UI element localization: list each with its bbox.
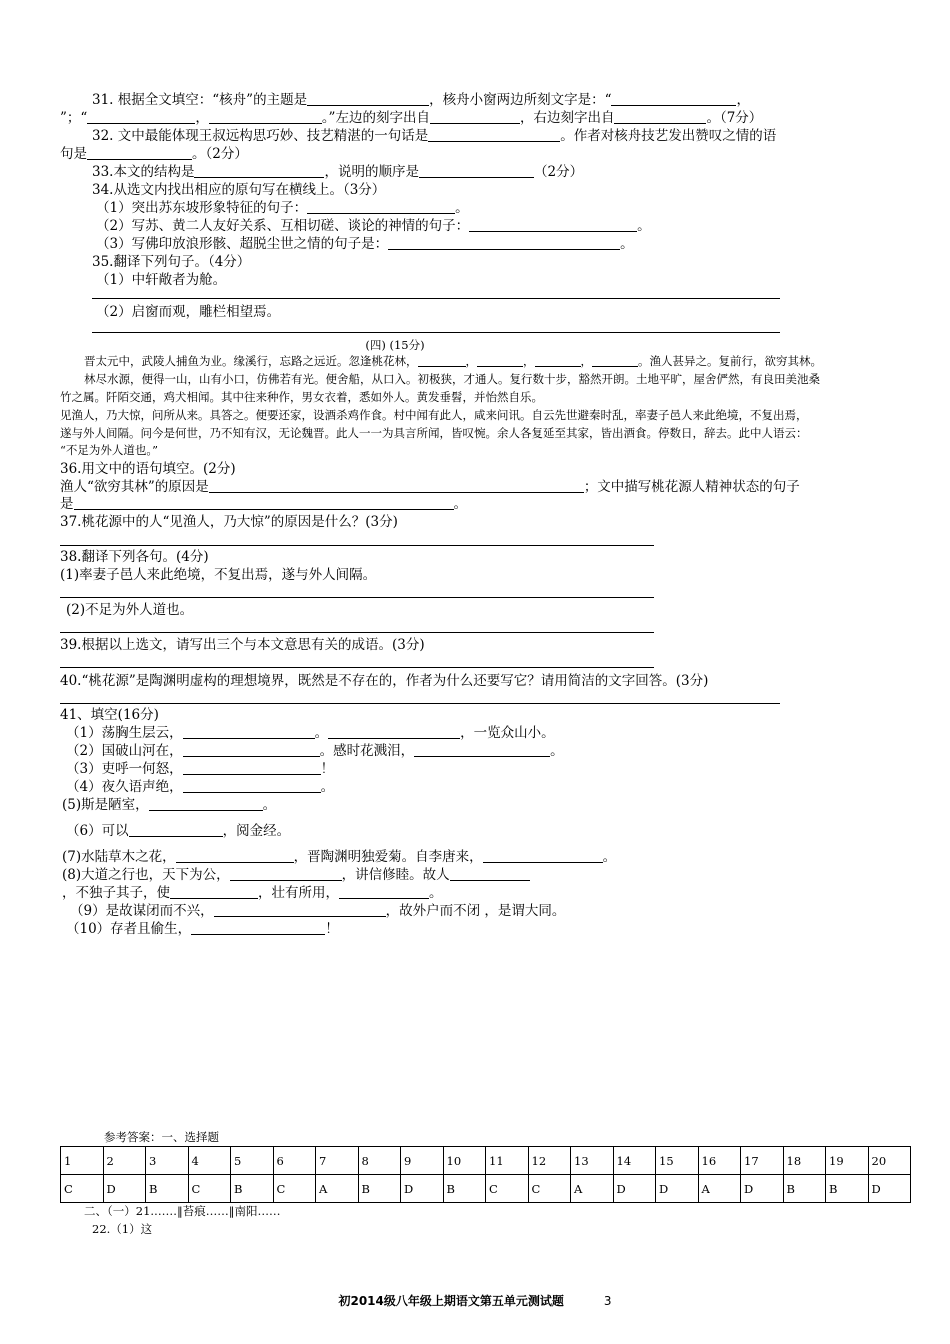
passage-line-1: 晋太元中，武陵人捕鱼为业。缘溪行，忘路之远近。忽逢桃花林， ， ， ， 。渔人甚异之。复前行，欲穷其林。 [84, 354, 822, 368]
blank[interactable] [176, 849, 294, 863]
question-36-title: 36.用文中的语句填空。(2分) [60, 461, 236, 477]
question-34-item-1: （1）突出苏东坡形象特征的句子： 。 [96, 200, 469, 216]
answer-key-letter-cell: C [61, 1175, 104, 1203]
blank[interactable] [183, 743, 320, 757]
blank[interactable] [414, 743, 550, 757]
question-32-line-1: 32. 文中最能体现王叔远构思巧妙、技艺精湛的一句话是 。作者对核舟技艺发出赞叹之情的语 [92, 128, 777, 144]
question-34-item-2: （2）写苏、黄二人友好关系、互相切磋、谈论的神情的句子： 。 [96, 218, 651, 234]
blank[interactable] [483, 849, 603, 863]
answer-key-number-cell: 10 [443, 1147, 486, 1175]
blank[interactable] [74, 496, 454, 510]
blank[interactable] [149, 797, 263, 811]
answer-key-number-cell: 16 [698, 1147, 741, 1175]
answer-key-number-cell: 9 [401, 1147, 444, 1175]
blank[interactable] [183, 761, 321, 775]
answer-key-number-cell: 3 [146, 1147, 189, 1175]
answer-key-letter-cell: A [698, 1175, 741, 1203]
passage-line-3: 竹之属。阡陌交通，鸡犬相闻。其中往来种作，男女衣着，悉如外人。黄发垂髫，并怡然自乐。 [60, 390, 543, 404]
answer-line[interactable] [60, 667, 654, 668]
answer-key-number-cell: 12 [528, 1147, 571, 1175]
question-38-item-2: (2)不足为外人道也。 [66, 602, 194, 618]
question-32-line-2: 句是 。（2分） [60, 146, 248, 162]
answer-key-letter-cell: B [443, 1175, 486, 1203]
answer-key-letter-row [61, 1175, 911, 1203]
question-40: 40.“桃花源”是陶渊明虚构的理想境界，既然是不存在的，作者为什么还要写它？请用简洁的文字回答。(3分) [60, 673, 709, 689]
answer-key-number-cell: 18 [783, 1147, 826, 1175]
page-number: 3 [603, 1294, 612, 1308]
blank[interactable] [450, 867, 530, 881]
blank[interactable] [419, 164, 534, 178]
answer-key-number-cell: 6 [273, 1147, 316, 1175]
answer-line[interactable] [60, 545, 654, 546]
blank[interactable] [183, 779, 321, 793]
answer-key-letter-cell: D [868, 1175, 911, 1203]
answer-key-section-2: 二、（一）21.……‖苔痕……‖南阳…… [84, 1204, 281, 1218]
question-37: 37.桃花源中的人“见渔人，乃大惊”的原因是什么？(3分) [60, 514, 398, 530]
question-41-item-9: （9）是故谋闭而不兴， ，故外户而不闭 ，是谓大同。 [70, 903, 566, 919]
answer-key-letter-cell: C [486, 1175, 529, 1203]
answer-key-number-cell: 8 [358, 1147, 401, 1175]
blank[interactable] [328, 725, 460, 739]
answer-key-letter-cell: C [188, 1175, 231, 1203]
blank[interactable] [87, 110, 195, 124]
page-footer [0, 1292, 950, 1309]
answer-key-q22: 22.（1）这 [92, 1222, 153, 1236]
blank[interactable] [614, 110, 706, 124]
blank[interactable] [170, 885, 258, 899]
blank[interactable] [388, 236, 620, 250]
blank[interactable] [129, 823, 223, 837]
question-41-item-4: （4）夜久语声绝， 。 [66, 779, 335, 795]
answer-key-number-cell: 7 [316, 1147, 359, 1175]
answer-key-number-cell: 19 [826, 1147, 869, 1175]
passage-line-6: “不足为外人道也。” [60, 443, 159, 457]
blank[interactable] [430, 110, 520, 124]
blank[interactable] [307, 92, 429, 106]
question-41-title: 41、填空(16分) [60, 707, 159, 723]
question-38-item-1: (1)率妻子邑人来此绝境，不复出焉，遂与外人间隔。 [60, 567, 377, 583]
answer-key-letter-cell: A [571, 1175, 614, 1203]
answer-key-number-cell: 4 [188, 1147, 231, 1175]
answer-key-letter-cell: B [358, 1175, 401, 1203]
question-41-item-3: （3）吏呼一何怒， ！ [66, 761, 335, 777]
blank[interactable] [535, 355, 581, 367]
blank[interactable] [194, 164, 324, 178]
answer-line[interactable] [60, 597, 654, 598]
answer-key-number-cell: 11 [486, 1147, 529, 1175]
question-41-item-8-line-1: (8)大道之行也，天下为公， ，讲信修睦。故人 [62, 866, 530, 884]
footer-title: 初2014级八年级上期语文第五单元测试题 [338, 1294, 564, 1308]
answer-key-number-cell: 17 [741, 1147, 784, 1175]
question-34-item-3: （3）写佛印放浪形骸、超脱尘世之情的句子是： 。 [96, 236, 634, 252]
answer-line[interactable] [92, 332, 780, 333]
answer-key-letter-cell: A [316, 1175, 359, 1203]
question-41-item-6: （6）可以 ，阅金经。 [66, 823, 291, 839]
section-4-heading: (四) (15分) [365, 338, 425, 352]
question-41-item-1: （1）荡胸生层云， 。 ，一览众山小。 [66, 725, 555, 741]
answer-key-letter-cell: D [656, 1175, 699, 1203]
answer-key-table [60, 1146, 911, 1203]
question-36-line-2: 是 。 [60, 496, 467, 512]
answer-key-letter-cell: B [826, 1175, 869, 1203]
answer-key-letter-cell: C [528, 1175, 571, 1203]
answer-key-number-cell: 13 [571, 1147, 614, 1175]
question-41-item-10: （10）存者且偷生， ！ [66, 921, 339, 937]
blank[interactable] [469, 218, 637, 232]
answer-line[interactable] [92, 298, 780, 299]
answer-key-number-cell: 2 [103, 1147, 146, 1175]
blank[interactable] [477, 355, 523, 367]
question-38-title: 38.翻译下列各句。(4分) [60, 549, 209, 565]
question-35-item-2: （2）启窗而观，雕栏相望焉。 [96, 304, 281, 320]
answer-line[interactable] [60, 703, 780, 704]
answer-key-letter-cell: D [401, 1175, 444, 1203]
answer-key-letter-cell: D [613, 1175, 656, 1203]
answer-key-number-cell: 20 [868, 1147, 911, 1175]
question-41-item-5: (5)斯是陋室， 。 [62, 797, 277, 813]
answer-line[interactable] [60, 632, 654, 633]
blank[interactable] [592, 355, 638, 367]
blank[interactable] [339, 885, 429, 899]
question-41-item-2: （2）国破山河在， 。感时花溅泪， 。 [66, 743, 564, 759]
question-41-item-8-line-2: ，不独子其子，使 ，壮有所用， 。 [62, 885, 443, 901]
blank[interactable] [87, 146, 192, 160]
answer-key-letter-cell: D [103, 1175, 146, 1203]
answer-key-letter-cell: B [146, 1175, 189, 1203]
passage-line-2: 林尽水源，便得一山，山有小口，仿佛若有光。便舍船，从口入。初极狭，才通人。复行数十步，豁然开朗。土地平旷，屋舍俨然，有良田美池桑 [84, 372, 820, 386]
blank[interactable] [307, 200, 455, 214]
answer-key-letter-cell: B [783, 1175, 826, 1203]
blank[interactable] [214, 903, 386, 917]
question-35-title: 35.翻译下列句子。（4分） [92, 254, 251, 270]
blank[interactable] [428, 128, 560, 142]
answer-key-letter-cell: C [273, 1175, 316, 1203]
passage-line-5: 遂与外人间隔。问今是何世，乃不知有汉，无论魏晋。此人一一为具言所闻，皆叹惋。余人各复延至其家，皆出酒食。停数日，辞去。此中人语云： [60, 426, 808, 440]
answer-key-number-cell: 15 [656, 1147, 699, 1175]
blank[interactable] [230, 867, 342, 881]
answer-key-label: 参考答案：一、选择题 [104, 1130, 219, 1144]
question-33: 33.本文的结构是 ，说明的顺序是 （2分） [92, 164, 584, 180]
question-31-line-1: 31. 根据全文填空：“核舟”的主题是 ，核舟小窗两边所刻文字是：“ ， [92, 92, 750, 108]
question-39: 39.根据以上选文，请写出三个与本文意思有关的成语。(3分) [60, 637, 425, 653]
blank[interactable] [611, 92, 736, 106]
question-34-title: 34.从选文内找出相应的原句写在横线上。（3分） [92, 182, 386, 198]
answer-key-number-cell: 14 [613, 1147, 656, 1175]
blank[interactable] [418, 355, 466, 367]
blank[interactable] [209, 479, 584, 493]
answer-key-number-cell: 1 [61, 1147, 104, 1175]
question-35-item-1: （1）中轩敞者为舱。 [96, 272, 227, 288]
blank[interactable] [209, 110, 322, 124]
answer-key-letter-cell: D [741, 1175, 784, 1203]
answer-key-letter-cell: B [231, 1175, 274, 1203]
answer-key-number-cell: 5 [231, 1147, 274, 1175]
passage-line-4: 见渔人，乃大惊，问所从来。具答之。便要还家，设酒杀鸡作食。村中闻有此人，咸来问讯。自云先世避秦时乱，率妻子邑人来此绝境，不复出焉， [60, 408, 808, 422]
question-41-item-7: (7)水陆草木之花， ，晋陶渊明独爱菊。自李唐来， 。 [62, 849, 617, 865]
question-31-line-2: ”；“ ， 。”左边的刻字出自 ，右边刻字出自 。（7分） [60, 110, 763, 126]
question-36-line-1: 渔人“欲穷其林”的原因是 ；文中描写桃花源人精神状态的句子 [60, 479, 800, 495]
answer-key-number-row [61, 1147, 911, 1175]
blank[interactable] [183, 725, 315, 739]
blank[interactable] [191, 921, 325, 935]
